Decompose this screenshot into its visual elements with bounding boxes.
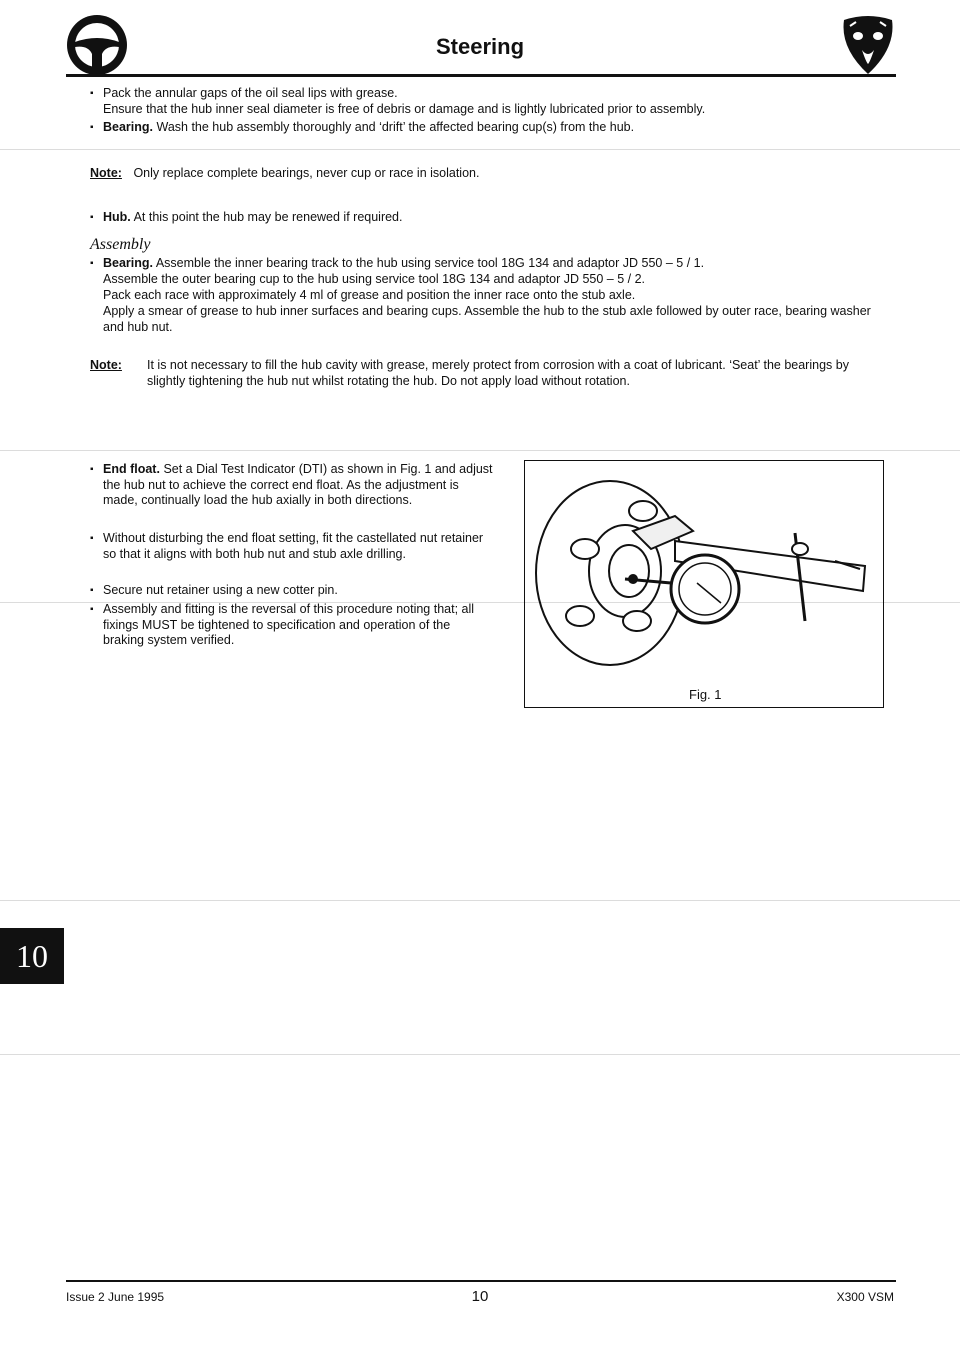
section-heading: Assembly (90, 236, 151, 253)
list-item: ▪ Hub. At this point the hub may be renewed if required. (103, 210, 883, 226)
list-item: ▪ Assembly and fitting is the reversal of this procedure noting that; all fixings MUST be tightened to specification and operation of the braking system verified. (103, 602, 493, 649)
footer-issue: Issue 2 June 1995 (66, 1290, 165, 1304)
footer-doc: X300 VSM (836, 1290, 894, 1304)
list-item: Assemble the outer bearing cup to the hub using service tool 18G 134 and adaptor JD 550 – 5 / 2. (103, 272, 646, 286)
scan-line (0, 149, 960, 150)
figure-box (524, 460, 884, 708)
note-paragraph: Note: Only replace complete bearings, never cup or race in isolation. (90, 166, 480, 180)
note-label: Note: (90, 166, 122, 180)
item-label: Bearing. (103, 120, 154, 134)
scan-line (0, 450, 960, 451)
item-label: Bearing. (103, 256, 154, 270)
list-item: ▪ Secure nut retainer using a new cotter pin. (103, 583, 493, 599)
list-item: ▪ End float. Set a Dial Test Indicator (DTI) as shown in Fig. 1 and adjust the hub nut to achieve the correct end float. As the adjustment is made, continually load the hub axially in both directions. (103, 462, 493, 509)
header-rule (66, 74, 896, 77)
note-paragraph: Note: It is not necessary to fill the hub cavity with grease, merely protect from corrosion with a coat of lubricant. ‘Seat’ the bearings by slightly tightening the hub nut whilst rotating the hub. Do not apply load without rotation. (90, 358, 849, 388)
list-item: Apply a smear of grease to hub inner surfaces and bearing cups. Assemble the hub to the stub axle followed by outer race, bearing washer and hub nut. (103, 304, 871, 334)
page-number: 10 (471, 1288, 489, 1305)
page-title: Steering (435, 34, 525, 59)
note-label: Note: (90, 358, 122, 372)
list-item: ▪ Bearing. Wash the hub assembly thoroughly and ‘drift’ the affected bearing cup(s) from the hub. (103, 120, 883, 136)
hub-dial-indicator-illustration (525, 461, 883, 676)
footer-rule (66, 1280, 896, 1282)
list-item: Ensure that the hub inner seal diameter is free of debris or damage and is lightly lubricated prior to assembly. (103, 102, 706, 116)
scan-line (0, 1054, 960, 1055)
section-tab (0, 928, 64, 984)
item-label: End float. (103, 462, 160, 476)
list-item: ▪ Bearing. Assemble the inner bearing track to the hub using service tool 18G 134 and adaptor JD 550 – 5 / 1. (103, 256, 883, 272)
list-item: ▪ Without disturbing the end float setting, fit the castellated nut retainer so that it aligns with both hub nut and stub axle drilling. (103, 531, 493, 562)
steering-wheel-icon (66, 14, 128, 76)
figure-caption: Fig. 1 (689, 687, 722, 702)
list-item: Pack each race with approximately 4 ml of grease and position the inner race onto the stub axle. (103, 288, 636, 302)
jaguar-logo-icon (840, 14, 896, 76)
list-item: ▪ Pack the annular gaps of the oil seal lips with grease. (103, 86, 883, 102)
item-label: Hub. (103, 210, 131, 224)
scan-line (0, 900, 960, 901)
section-tab-label: 10 (16, 938, 48, 974)
